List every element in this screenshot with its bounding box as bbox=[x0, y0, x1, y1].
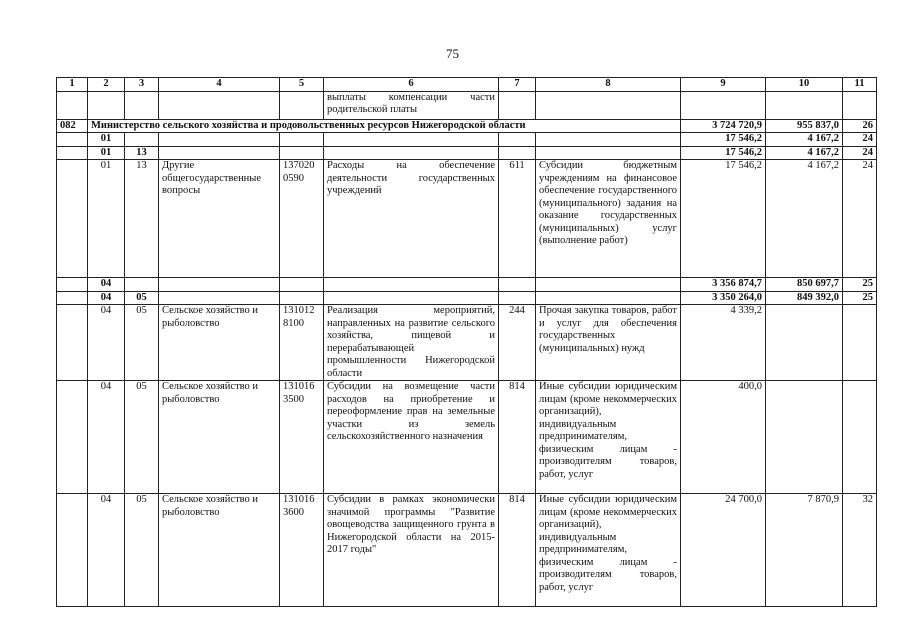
col-ministry bbox=[57, 494, 88, 607]
col-percent: 24 bbox=[843, 133, 877, 147]
col-expense-type bbox=[499, 146, 536, 160]
col-subsection: 05 bbox=[125, 291, 159, 305]
column-number-header-row bbox=[57, 78, 877, 92]
col-header-10: 10 bbox=[766, 78, 843, 92]
col-subsection bbox=[125, 133, 159, 147]
col-subsection: 05 bbox=[125, 381, 159, 494]
col-expense-type: 611 bbox=[499, 160, 536, 278]
col-amount-plan: 3 356 874,7 bbox=[681, 278, 766, 292]
col-amount-plan: 3 350 264,0 bbox=[681, 291, 766, 305]
col-section-name: Другие общегосударственные вопросы bbox=[159, 160, 280, 278]
col-amount-plan: 17 546,2 bbox=[681, 160, 766, 278]
col-amount-plan: 400,0 bbox=[681, 381, 766, 494]
col-article-name: Субсидии на возмещение части расходов на приобретение и переоформление прав на земельные участки из земель сельскохозяйственного назначения bbox=[324, 381, 499, 494]
col-section-name: Сельское хозяйство и рыболовство bbox=[159, 494, 280, 607]
col-ministry bbox=[57, 381, 88, 494]
col-expense-type: 814 bbox=[499, 494, 536, 607]
col-target-article bbox=[280, 133, 324, 147]
col-amount-plan: 17 546,2 bbox=[681, 146, 766, 160]
col-article-name: Субсидии в рамках экономически значимой программы "Развитие овощеводства защищенного грунта в Нижегородской области на 2015-2017 годы" bbox=[324, 494, 499, 607]
col-amount-actual: 4 167,2 bbox=[766, 146, 843, 160]
col-amount-actual: 7 870,9 bbox=[766, 494, 843, 607]
subtotal-row bbox=[57, 133, 877, 147]
col-percent: 25 bbox=[843, 278, 877, 292]
budget-table bbox=[56, 77, 877, 607]
col-ministry bbox=[57, 305, 88, 381]
ministry-code: 082 bbox=[57, 119, 88, 133]
col-expense-type-name: Прочая закупка товаров, работ и услуг для обеспечения государственных (муниципальных) нужд bbox=[536, 305, 681, 381]
col-expense-type-name: Иные субсидии юридическим лицам (кроме некоммерческих организаций), индивидуальным предпринимателям, физическим лицам - производителям товаров, работ, услуг bbox=[536, 381, 681, 494]
col-section: 04 bbox=[88, 381, 125, 494]
col-target-article bbox=[280, 278, 324, 292]
col-expense-type-name: Иные субсидии юридическим лицам (кроме некоммерческих организаций), индивидуальным предпринимателям, физическим лицам - производителям товаров, работ, услуг bbox=[536, 494, 681, 607]
col-percent: 25 bbox=[843, 291, 877, 305]
col-section-name: Сельское хозяйство и рыболовство bbox=[159, 381, 280, 494]
col-header-8: 8 bbox=[536, 78, 681, 92]
continuation-text: выплаты компенсации части родительской платы bbox=[324, 91, 499, 119]
ministry-col-11: 26 bbox=[843, 119, 877, 133]
col-section: 01 bbox=[88, 160, 125, 278]
col-expense-type-name bbox=[536, 278, 681, 292]
page-number: 75 bbox=[446, 46, 459, 61]
col-target-article bbox=[280, 146, 324, 160]
col-target-article bbox=[280, 291, 324, 305]
col-ministry bbox=[57, 278, 88, 292]
col-expense-type: 814 bbox=[499, 381, 536, 494]
col-amount-actual: 850 697,7 bbox=[766, 278, 843, 292]
col-section: 01 bbox=[88, 146, 125, 160]
ministry-row bbox=[57, 119, 877, 133]
col-amount-plan: 24 700,0 bbox=[681, 494, 766, 607]
col-expense-type-name bbox=[536, 133, 681, 147]
col-section: 04 bbox=[88, 278, 125, 292]
col-amount-plan: 4 339,2 bbox=[681, 305, 766, 381]
table-row bbox=[57, 305, 877, 381]
col-section: 04 bbox=[88, 494, 125, 607]
col-article-name: Расходы на обеспечение деятельности государственных учреждений bbox=[324, 160, 499, 278]
col-expense-type bbox=[499, 278, 536, 292]
col-expense-type-name bbox=[536, 146, 681, 160]
col-subsection: 05 bbox=[125, 305, 159, 381]
col-amount-actual bbox=[766, 305, 843, 381]
col-section-name bbox=[159, 278, 280, 292]
col-expense-type bbox=[499, 133, 536, 147]
col-expense-type: 244 bbox=[499, 305, 536, 381]
ministry-amount-10: 955 837,0 bbox=[766, 119, 843, 133]
col-percent: 32 bbox=[843, 494, 877, 607]
col-section-name bbox=[159, 291, 280, 305]
col-section-name bbox=[159, 146, 280, 160]
col-header-1: 1 bbox=[57, 78, 88, 92]
col-expense-type-name bbox=[536, 291, 681, 305]
subtotal-row bbox=[57, 291, 877, 305]
col-section-name bbox=[159, 133, 280, 147]
col-section: 01 bbox=[88, 133, 125, 147]
col-subsection: 13 bbox=[125, 160, 159, 278]
ministry-name: Министерство сельского хозяйства и продовольственных ресурсов Нижегородской области bbox=[88, 119, 681, 133]
col-ministry bbox=[57, 291, 88, 305]
col-target-article: 131016 3500 bbox=[280, 381, 324, 494]
col-header-7: 7 bbox=[499, 78, 536, 92]
col-target-article: 131016 3600 bbox=[280, 494, 324, 607]
col-subsection: 13 bbox=[125, 146, 159, 160]
col-expense-type-name: Субсидии бюджетным учреждениям на финансовое обеспечение государственного (муниципального) задания на оказание государственных (муниципальных) услуг (выполнение работ) bbox=[536, 160, 681, 278]
col-section-name: Сельское хозяйство и рыболовство bbox=[159, 305, 280, 381]
col-percent: 24 bbox=[843, 160, 877, 278]
col-article-name bbox=[324, 291, 499, 305]
col-article-name: Реализация мероприятий, направленных на развитие сельского хозяйства, пищевой и перерабатывающей промышленности Нижегородской области bbox=[324, 305, 499, 381]
col-header-5: 5 bbox=[280, 78, 324, 92]
col-header-11: 11 bbox=[843, 78, 877, 92]
col-percent bbox=[843, 305, 877, 381]
ministry-amount-9: 3 724 720,9 bbox=[681, 119, 766, 133]
col-section: 04 bbox=[88, 291, 125, 305]
col-ministry bbox=[57, 146, 88, 160]
col-ministry bbox=[57, 133, 88, 147]
col-subsection bbox=[125, 278, 159, 292]
col-subsection: 05 bbox=[125, 494, 159, 607]
col-header-3: 3 bbox=[125, 78, 159, 92]
col-ministry bbox=[57, 160, 88, 278]
subtotal-row bbox=[57, 146, 877, 160]
col-amount-actual: 4 167,2 bbox=[766, 133, 843, 147]
table-row bbox=[57, 494, 877, 607]
col-amount-actual bbox=[766, 381, 843, 494]
col-percent: 24 bbox=[843, 146, 877, 160]
col-header-4: 4 bbox=[159, 78, 280, 92]
subtotal-row bbox=[57, 278, 877, 292]
col-amount-actual: 849 392,0 bbox=[766, 291, 843, 305]
table-row bbox=[57, 381, 877, 494]
col-header-2: 2 bbox=[88, 78, 125, 92]
col-amount-actual: 4 167,2 bbox=[766, 160, 843, 278]
col-article-name bbox=[324, 146, 499, 160]
col-header-9: 9 bbox=[681, 78, 766, 92]
col-expense-type bbox=[499, 291, 536, 305]
col-percent bbox=[843, 381, 877, 494]
col-amount-plan: 17 546,2 bbox=[681, 133, 766, 147]
col-target-article: 137020 0590 bbox=[280, 160, 324, 278]
col-header-6: 6 bbox=[324, 78, 499, 92]
col-section: 04 bbox=[88, 305, 125, 381]
col-article-name bbox=[324, 278, 499, 292]
table-row bbox=[57, 160, 877, 278]
continuation-row bbox=[57, 91, 877, 119]
col-target-article: 131012 8100 bbox=[280, 305, 324, 381]
col-article-name bbox=[324, 133, 499, 147]
